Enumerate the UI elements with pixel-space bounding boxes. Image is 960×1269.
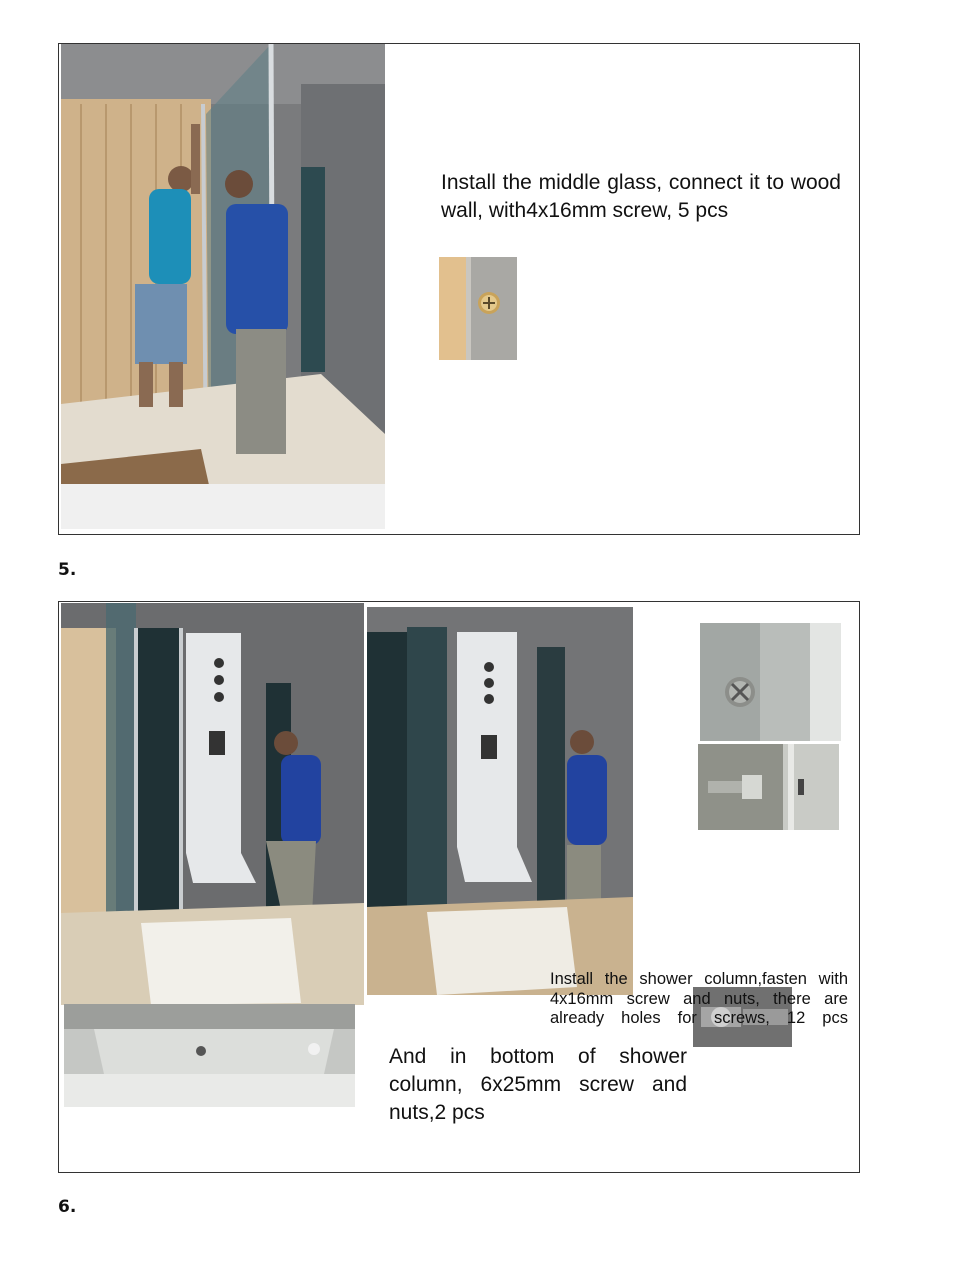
step-instruction-column-bottom: And in bottom of shower column, 6x25mm screw and nuts,2 pcs (389, 1045, 687, 1124)
bolt-nut-closeup-photo (698, 744, 839, 830)
column-install-left-photo (61, 603, 364, 1005)
column-install-right-photo (367, 607, 633, 995)
step-number-5: 5. (58, 560, 77, 580)
column-bottom-closeup-photo (64, 1004, 355, 1107)
screw-closeup-photo (439, 257, 517, 360)
step-instruction-column-top: Install the shower column,fasten with 4x16mm screw and nuts, there are already holes for screws, 12 pcs (550, 970, 848, 1027)
installer-fixing-middle-glass-photo (61, 44, 385, 529)
step-instruction-glass: Install the middle glass, connect it to wood wall, with4x16mm screw, 5 pcs (441, 171, 841, 222)
screw-head-closeup-photo (700, 623, 841, 741)
step-number-6: 6. (58, 1197, 77, 1217)
